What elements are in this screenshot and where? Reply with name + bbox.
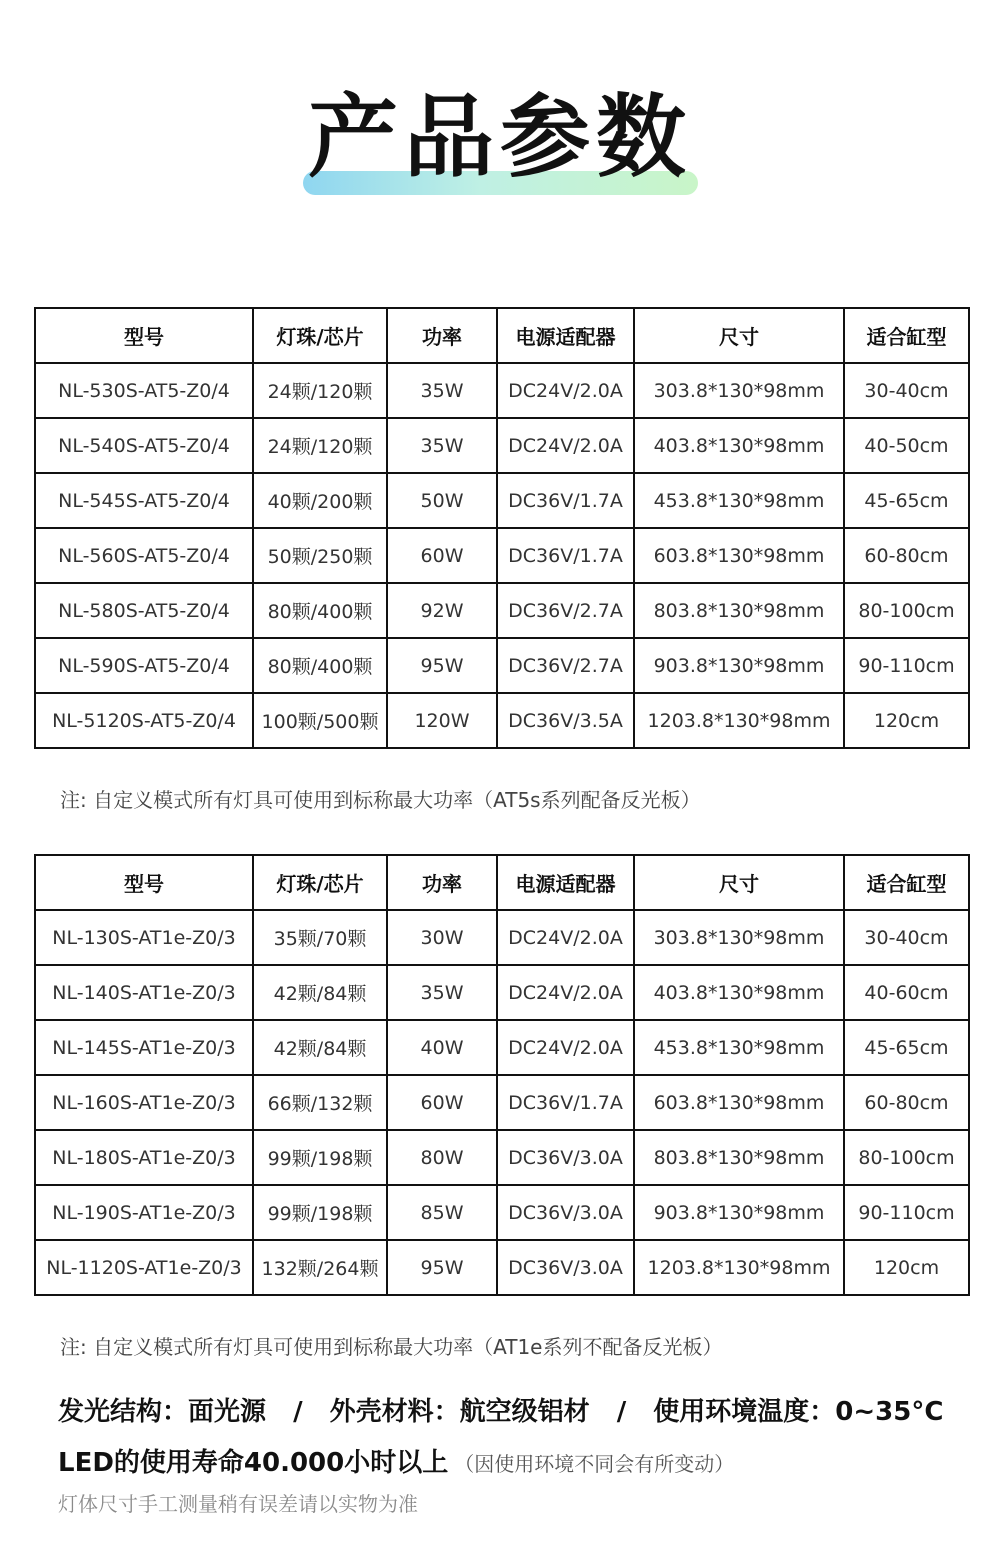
table-cell: DC36V/1.7A [497, 473, 634, 528]
table-cell: 303.8*130*98mm [634, 363, 844, 418]
table-cell: NL-180S-AT1e-Z0/3 [35, 1130, 253, 1185]
table-cell: NL-145S-AT1e-Z0/3 [35, 1020, 253, 1075]
table-cell: DC36V/3.0A [497, 1130, 634, 1185]
table-cell: 80-100cm [844, 1130, 969, 1185]
table-cell: 40W [387, 1020, 497, 1075]
column-header: 型号 [35, 308, 253, 363]
table-cell: 30-40cm [844, 910, 969, 965]
table-cell: 80颗/400颗 [253, 583, 387, 638]
table-cell: 903.8*130*98mm [634, 638, 844, 693]
table-cell: 803.8*130*98mm [634, 1130, 844, 1185]
table-cell: 903.8*130*98mm [634, 1185, 844, 1240]
table-cell: NL-580S-AT5-Z0/4 [35, 583, 253, 638]
table-cell: DC24V/2.0A [497, 363, 634, 418]
spec-material: 外壳材料：航空级铝材 [329, 1397, 590, 1427]
table-cell: 95W [387, 1240, 497, 1295]
table-cell: NL-140S-AT1e-Z0/3 [35, 965, 253, 1020]
spec-summary-line [58, 1391, 943, 1428]
table-cell: 132颗/264颗 [253, 1240, 387, 1295]
table-cell: 80-100cm [844, 583, 969, 638]
table-cell: 60W [387, 528, 497, 583]
table-cell: NL-545S-AT5-Z0/4 [35, 473, 253, 528]
table-cell: 95W [387, 638, 497, 693]
table-row [35, 1185, 969, 1240]
page-title: 产品参数 [308, 85, 692, 190]
table-header-row [35, 308, 969, 363]
column-header: 电源适配器 [497, 855, 634, 910]
table-cell: DC24V/2.0A [497, 965, 634, 1020]
table-cell: 1203.8*130*98mm [634, 1240, 844, 1295]
table-row [35, 528, 969, 583]
table-cell: 35W [387, 363, 497, 418]
table-cell: 40-60cm [844, 965, 969, 1020]
table-cell: DC36V/2.7A [497, 638, 634, 693]
table-cell: NL-1120S-AT1e-Z0/3 [35, 1240, 253, 1295]
table-cell: NL-130S-AT1e-Z0/3 [35, 910, 253, 965]
table-cell: 66颗/132颗 [253, 1075, 387, 1130]
table-row [35, 418, 969, 473]
table-cell: 40-50cm [844, 418, 969, 473]
table-cell: NL-540S-AT5-Z0/4 [35, 418, 253, 473]
column-header: 电源适配器 [497, 308, 634, 363]
column-header: 尺寸 [634, 308, 844, 363]
table-cell: 30W [387, 910, 497, 965]
spec-separator: / [616, 1397, 627, 1427]
table-row [35, 1130, 969, 1185]
table-cell: 99颗/198颗 [253, 1185, 387, 1240]
column-header: 灯珠/芯片 [253, 308, 387, 363]
table-cell: NL-190S-AT1e-Z0/3 [35, 1185, 253, 1240]
table-cell: 42颗/84颗 [253, 1020, 387, 1075]
table-cell: NL-560S-AT5-Z0/4 [35, 528, 253, 583]
table-cell: 45-65cm [844, 473, 969, 528]
table-cell: 1203.8*130*98mm [634, 693, 844, 748]
table-cell: DC36V/2.7A [497, 583, 634, 638]
table-row [35, 965, 969, 1020]
spec-separator: / [293, 1397, 303, 1427]
lifetime-line [58, 1442, 734, 1479]
table-cell: 40颗/200颗 [253, 473, 387, 528]
table-cell: 35W [387, 965, 497, 1020]
table-row [35, 1240, 969, 1295]
table-cell: 403.8*130*98mm [634, 418, 844, 473]
spec-temperature: 使用环境温度：0~35°C [653, 1397, 944, 1427]
column-header: 灯珠/芯片 [253, 855, 387, 910]
table-cell: 90-110cm [844, 638, 969, 693]
lifetime-note: （因使用环境不同会有所变动） [454, 1452, 735, 1476]
table-cell: 120cm [844, 693, 969, 748]
table-cell: DC36V/3.0A [497, 1185, 634, 1240]
column-header: 尺寸 [634, 855, 844, 910]
table-cell: 50颗/250颗 [253, 528, 387, 583]
table-row [35, 1075, 969, 1130]
table-cell: 35颗/70颗 [253, 910, 387, 965]
table-cell: 42颗/84颗 [253, 965, 387, 1020]
table-cell: 453.8*130*98mm [634, 1020, 844, 1075]
lifetime-main: LED的使用寿命40.000小时以上 [58, 1448, 449, 1478]
table-cell: NL-160S-AT1e-Z0/3 [35, 1075, 253, 1130]
column-header: 功率 [387, 308, 497, 363]
table-cell: 603.8*130*98mm [634, 528, 844, 583]
column-header: 适合缸型 [844, 855, 969, 910]
table-cell: 403.8*130*98mm [634, 965, 844, 1020]
table-cell: NL-590S-AT5-Z0/4 [35, 638, 253, 693]
table-cell: DC36V/3.5A [497, 693, 634, 748]
table-cell: 30-40cm [844, 363, 969, 418]
table-cell: 100颗/500颗 [253, 693, 387, 748]
table-cell: 85W [387, 1185, 497, 1240]
table-row [35, 583, 969, 638]
column-header: 适合缸型 [844, 308, 969, 363]
table-cell: 803.8*130*98mm [634, 583, 844, 638]
table-cell: 45-65cm [844, 1020, 969, 1075]
table-cell: DC36V/1.7A [497, 528, 634, 583]
table-row [35, 693, 969, 748]
table-cell: DC36V/3.0A [497, 1240, 634, 1295]
size-disclaimer: 灯体尺寸手工测量稍有误差请以实物为准 [58, 1492, 418, 1516]
table-cell: 80颗/400颗 [253, 638, 387, 693]
table-cell: 50W [387, 473, 497, 528]
table-cell: 80W [387, 1130, 497, 1185]
table-cell: 60-80cm [844, 1075, 969, 1130]
table-cell: 90-110cm [844, 1185, 969, 1240]
table-cell: 603.8*130*98mm [634, 1075, 844, 1130]
table-cell: DC24V/2.0A [497, 418, 634, 473]
table-cell: 99颗/198颗 [253, 1130, 387, 1185]
table-row [35, 638, 969, 693]
table-row [35, 910, 969, 965]
table-cell: DC24V/2.0A [497, 910, 634, 965]
column-header: 型号 [35, 855, 253, 910]
table-row [35, 363, 969, 418]
note-at5: 注: 自定义模式所有灯具可使用到标称最大功率（AT5s系列配备反光板） [60, 788, 701, 812]
table-cell: 303.8*130*98mm [634, 910, 844, 965]
table-cell: 35W [387, 418, 497, 473]
spec-table-at1e [34, 854, 970, 1296]
table-cell: 24颗/120颗 [253, 363, 387, 418]
title-section [0, 85, 1000, 208]
spec-structure: 发光结构：面光源 [58, 1397, 267, 1427]
table-cell: DC24V/2.0A [497, 1020, 634, 1075]
table-cell: 120cm [844, 1240, 969, 1295]
column-header: 功率 [387, 855, 497, 910]
table-row [35, 1020, 969, 1075]
table-cell: 24颗/120颗 [253, 418, 387, 473]
table-header-row [35, 855, 969, 910]
table-cell: 453.8*130*98mm [634, 473, 844, 528]
table-cell: 120W [387, 693, 497, 748]
table-cell: 60W [387, 1075, 497, 1130]
table-row [35, 473, 969, 528]
table-cell: 92W [387, 583, 497, 638]
spec-table-at5 [34, 307, 970, 749]
table-cell: NL-530S-AT5-Z0/4 [35, 363, 253, 418]
table-cell: NL-5120S-AT5-Z0/4 [35, 693, 253, 748]
table-cell: 60-80cm [844, 528, 969, 583]
table-cell: DC36V/1.7A [497, 1075, 634, 1130]
note-at1e: 注: 自定义模式所有灯具可使用到标称最大功率（AT1e系列不配备反光板） [60, 1335, 723, 1359]
